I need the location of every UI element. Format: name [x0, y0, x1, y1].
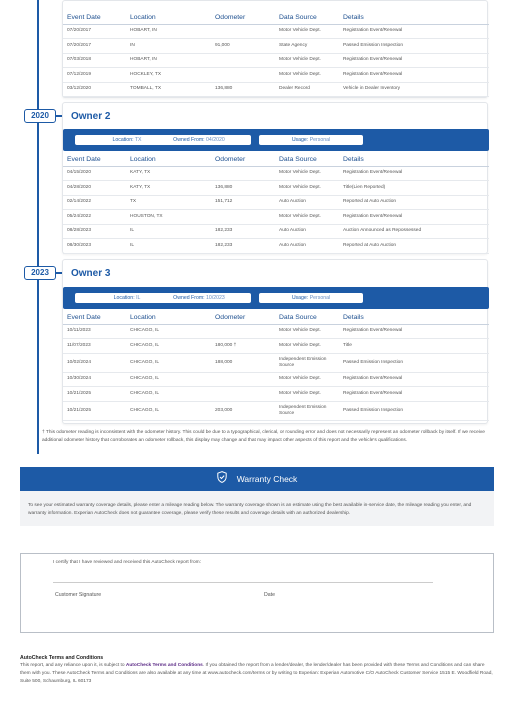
event-date: 04/28/2020 [63, 181, 126, 196]
table-row [63, 68, 489, 83]
owner-2-info-bar [63, 129, 489, 151]
dealer-name-line[interactable] [53, 582, 433, 583]
event-location: IL [126, 239, 211, 254]
event-odometer: 203,000 [211, 401, 275, 420]
usage-label: Usage: [291, 137, 309, 143]
event-date: 10/30/2024 [63, 372, 126, 387]
table-row [63, 387, 489, 402]
year-badge-2020: 2020 [24, 109, 56, 123]
certification-statement: I certify that I have reviewed and received this AutoCheck report from: [53, 560, 201, 565]
terms-text-after: . If you obtained the report from a lender/dealer, the lender/dealer has been provided with these Terms and Conditions and can share them with you. These AutoCheck Terms and Conditions are also available at any time at www.autocheck.com/terms or by writing to Experian: Experian Automotive C/O AutoCheck Customer Service 1515 E. Woodfield Road, Suite 500, Schaumburg, IL 60173 [20, 663, 493, 684]
col-location: Location [126, 311, 211, 324]
event-date: 10/02/2024 [63, 353, 126, 372]
event-date: 07/20/2017 [63, 24, 126, 39]
usage-label: Usage: [291, 295, 309, 301]
event-location: KATY, TX [126, 181, 211, 196]
event-odometer [211, 324, 275, 339]
event-date: 07/03/2018 [63, 53, 126, 68]
event-date: 07/20/2017 [63, 39, 126, 54]
event-source: State Agency [275, 39, 339, 54]
event-source: Motor Vehicle Dept. [275, 339, 339, 354]
warranty-check-header [20, 467, 494, 491]
event-date: 08/30/2023 [63, 239, 126, 254]
event-location: CHICAGO, IL [126, 339, 211, 354]
event-source: Auto Auction [275, 239, 339, 254]
table-row [63, 324, 489, 339]
owner-1-history-card [62, 0, 488, 98]
event-source: Independent Emission Source [275, 401, 339, 420]
usage-pill [259, 293, 363, 303]
event-odometer [211, 166, 275, 181]
shield-check-icon [217, 468, 227, 492]
event-location: IL [126, 224, 211, 239]
event-location: IN [126, 39, 211, 54]
warranty-info-panel [20, 491, 494, 526]
table-row [63, 24, 489, 39]
table-row [63, 195, 489, 210]
history-table-owner-3 [63, 311, 489, 421]
event-location: TX [126, 195, 211, 210]
owner-3-card [62, 259, 488, 424]
event-odometer: 182,233 [211, 224, 275, 239]
event-details: Registration Event/Renewal [339, 53, 489, 68]
event-date: 10/21/2025 [63, 401, 126, 420]
table-header-row [63, 11, 489, 24]
owned-from-label: Owned From: [173, 137, 205, 143]
event-location: CHICAGO, IL [126, 401, 211, 420]
event-odometer: 151,712 [211, 195, 275, 210]
usage-pill [259, 135, 363, 145]
event-date: 10/11/2023 [63, 324, 126, 339]
event-odometer: 136,880 [211, 82, 275, 97]
terms-text-before: This report, and any reliance upon it, is subject to [20, 663, 126, 668]
usage-value: Personal [309, 137, 331, 143]
odometer-inconsistency-note: † This odometer reading is inconsistent with the odometer history. This could be due to a typographical, clerical, or rounding error and does not necessarily represent an odometer rollback by itself. If we receive additional odometer history that corroborates an odometer rollback, this display may change and that may impact other aspects of this report and the vehicle's qualifications. [42, 430, 485, 443]
event-details: Passed Emission Inspection [339, 401, 489, 420]
col-event-date: Event Date [63, 11, 126, 24]
col-location: Location [126, 11, 211, 24]
certification-box [20, 553, 494, 633]
owner-2-title: Owner 2 [71, 111, 111, 122]
event-odometer [211, 24, 275, 39]
event-location: HOBART, IN [126, 53, 211, 68]
warranty-description: To see your estimated warranty coverage details, please enter a mileage reading below. The warranty coverage shown is an estimate using the best available in-service date, the mileage reading you enter, and warranty information. Experian AutoCheck does not guarantee coverage, please verify these results and coverage details with an authorized dealership. [28, 503, 472, 516]
event-odometer [211, 372, 275, 387]
event-date: 04/15/2020 [63, 166, 126, 181]
history-table-owner-2 [63, 153, 489, 254]
event-date: 03/12/2020 [63, 82, 126, 97]
event-source: Motor Vehicle Dept. [275, 166, 339, 181]
table-row [63, 82, 489, 97]
event-source: Motor Vehicle Dept. [275, 181, 339, 196]
event-date: 08/28/2023 [63, 224, 126, 239]
table-row [63, 181, 489, 196]
owned-from-label: Owned From: [173, 295, 205, 301]
location-value: IL [136, 295, 141, 301]
owner-3-info-bar [63, 287, 489, 309]
terms-link[interactable]: AutoCheck Terms and Conditions [125, 663, 203, 668]
event-details: Registration Event/Renewal [339, 68, 489, 83]
table-row [63, 53, 489, 68]
event-odometer: 91,000 [211, 39, 275, 54]
event-source: Auto Auction [275, 224, 339, 239]
event-source: Motor Vehicle Dept. [275, 324, 339, 339]
event-odometer [211, 210, 275, 225]
table-row [63, 166, 489, 181]
event-details: Passed Emission Inspection [339, 39, 489, 54]
owned-from-value: 04/2020 [206, 137, 225, 143]
event-odometer: 188,000 [211, 353, 275, 372]
event-odometer [211, 53, 275, 68]
event-odometer: 136,880 [211, 181, 275, 196]
event-details: Registration Event/Renewal [339, 324, 489, 339]
col-data-source: Data Source [275, 11, 339, 24]
event-date: 07/12/2019 [63, 68, 126, 83]
col-odometer: Odometer [211, 311, 275, 324]
event-date: 02/14/2022 [63, 195, 126, 210]
table-row [63, 239, 489, 254]
warranty-title-wrap [20, 467, 494, 492]
event-date: 10/21/2025 [63, 387, 126, 402]
col-event-date: Event Date [63, 153, 126, 166]
event-source: Motor Vehicle Dept. [275, 372, 339, 387]
customer-signature-label: Customer Signature [55, 592, 102, 598]
event-source: Independent Emission Source [275, 353, 339, 372]
event-details: Title(Lien Reported) [339, 181, 489, 196]
location-value: TX [134, 137, 142, 143]
event-source: Motor Vehicle Dept. [275, 210, 339, 225]
event-details: Reported at Auto Auction [339, 239, 489, 254]
col-odometer: Odometer [211, 11, 275, 24]
owned-from-pill [147, 135, 251, 145]
terms-text [20, 662, 494, 686]
table-header-row [63, 153, 489, 166]
event-details: Auction Announced as Repossessed [339, 224, 489, 239]
event-source: Dealer Record [275, 82, 339, 97]
table-header-row [63, 311, 489, 324]
event-details: Registration Event/Renewal [339, 24, 489, 39]
year-badge-2023: 2023 [24, 266, 56, 280]
event-location: HOBART, IN [126, 24, 211, 39]
event-details: Registration Event/Renewal [339, 210, 489, 225]
event-location: HOCKLEY, TX [126, 68, 211, 83]
col-data-source: Data Source [275, 311, 339, 324]
event-details: Vehicle in Dealer Inventory [339, 82, 489, 97]
event-source: Motor Vehicle Dept. [275, 24, 339, 39]
table-row [63, 210, 489, 225]
table-row [63, 353, 489, 372]
col-location: Location [126, 153, 211, 166]
col-details: Details [339, 11, 489, 24]
col-data-source: Data Source [275, 153, 339, 166]
event-location: CHICAGO, IL [126, 372, 211, 387]
event-location: CHICAGO, IL [126, 353, 211, 372]
table-row [63, 401, 489, 420]
owned-from-value: 10/2023 [206, 295, 225, 301]
event-details: Title [339, 339, 489, 354]
event-location: CHICAGO, IL [126, 387, 211, 402]
event-odometer [211, 68, 275, 83]
usage-value: Personal [309, 295, 331, 301]
date-label: Date [264, 592, 275, 598]
table-row [63, 339, 489, 354]
location-label: Location: [112, 137, 134, 143]
event-location: CHICAGO, IL [126, 324, 211, 339]
col-odometer: Odometer [211, 153, 275, 166]
table-row [63, 39, 489, 54]
event-details: Registration Event/Renewal [339, 372, 489, 387]
event-location: HOUSTON, TX [126, 210, 211, 225]
event-location: KATY, TX [126, 166, 211, 181]
table-row [63, 372, 489, 387]
terms-heading: AutoCheck Terms and Conditions [20, 655, 104, 661]
col-details: Details [339, 153, 489, 166]
event-date: 11/07/2023 [63, 339, 126, 354]
col-event-date: Event Date [63, 311, 126, 324]
ownership-timeline [37, 0, 39, 454]
history-table-owner-1 [63, 11, 489, 97]
event-location: TOMBALL, TX [126, 82, 211, 97]
event-details: Reported at Auto Auction [339, 195, 489, 210]
owner-2-card [62, 102, 488, 254]
event-date: 05/24/2022 [63, 210, 126, 225]
table-row [63, 224, 489, 239]
owner-3-title: Owner 3 [71, 268, 111, 279]
event-source: Motor Vehicle Dept. [275, 68, 339, 83]
event-source: Auto Auction [275, 195, 339, 210]
event-source: Motor Vehicle Dept. [275, 53, 339, 68]
event-details: Passed Emission Inspection [339, 353, 489, 372]
owned-from-pill [147, 293, 251, 303]
location-label: Location: [113, 295, 135, 301]
event-odometer: 180,000 † [211, 339, 275, 354]
event-details: Registration Event/Renewal [339, 387, 489, 402]
warranty-title: Warranty Check [236, 474, 298, 484]
event-source: Motor Vehicle Dept. [275, 387, 339, 402]
event-odometer: 182,233 [211, 239, 275, 254]
col-details: Details [339, 311, 489, 324]
event-details: Registration Event/Renewal [339, 166, 489, 181]
event-odometer [211, 387, 275, 402]
